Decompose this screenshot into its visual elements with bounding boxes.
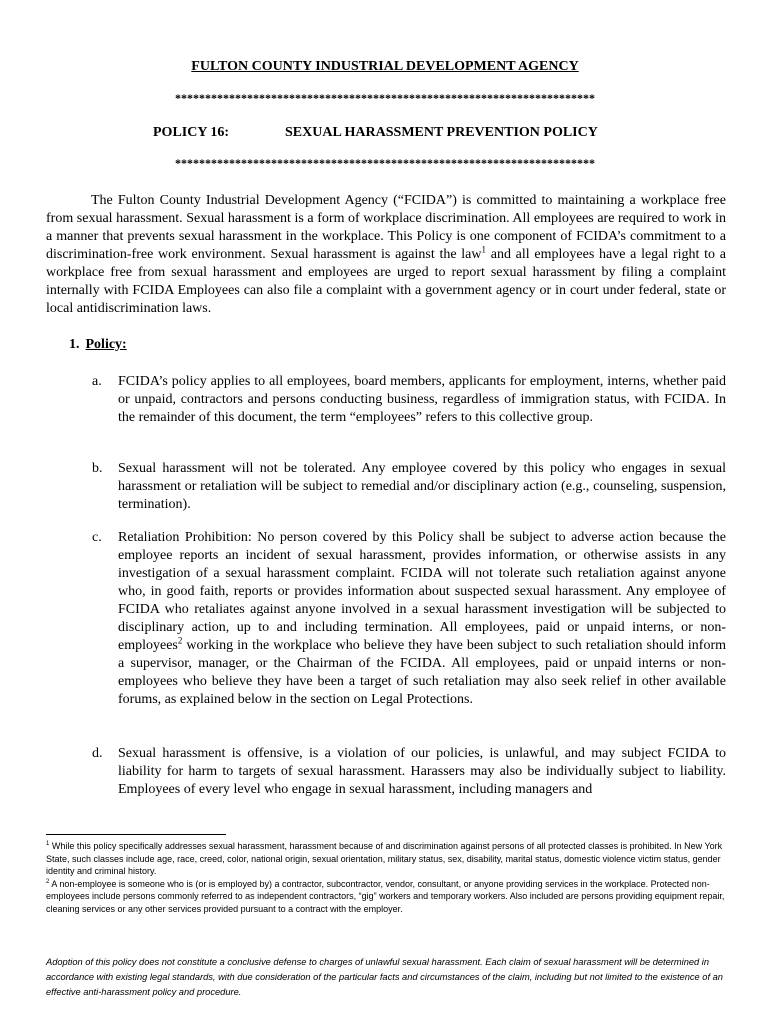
footnote-text: A non-employee is someone who is (or is employed by) a contractor, subcontractor, vendor, consultant, or anyone providing services in the workplace. Protected non-employees include persons commonly referred to as independent contractors, “gig” workers and temporary workers. Also included are persons providing equipment repair, cleaning services or any other services provided pursuant to a contract with the employer.	[46, 878, 725, 914]
policy-item-c	[92, 529, 726, 709]
item-letter: d.	[92, 746, 103, 761]
footnote-1	[46, 840, 726, 878]
item-text-part-1: Retaliation Prohibition: No person covered by this Policy shall be subject to adverse action because the employee reports an incident of sexual harassment, provides information, or otherwise assists in any investigation of a sexual harassment complaint. FCIDA will not tolerate such retaliation against anyone who, in good faith, reports or provides information about suspected sexual harassment. Any employee of FCIDA who retaliates against anyone involved in a sexual harassment investigation will be subjected to disciplinary action, up to and including termination. All employees, paid or unpaid interns, or non-employees	[118, 530, 726, 653]
section-label: Policy:	[85, 337, 127, 352]
policy-item-b	[92, 460, 726, 514]
item-letter: c.	[92, 530, 102, 545]
footnote-2	[46, 878, 726, 916]
footnote-ref-1[interactable]: 1	[481, 244, 487, 255]
separator-top: **********************************************************************	[175, 91, 595, 105]
agency-title: FULTON COUNTY INDUSTRIAL DEVELOPMENT AGENCY	[191, 59, 579, 74]
footnote-marker: 1	[46, 841, 50, 847]
item-text: FCIDA’s policy applies to all employees, board members, applicants for employment, interns, whether paid or unpaid, contractors and persons conducting business, regardless of immigration status, with FCIDA. In the remainder of this document, the term “employees” refers to this collective group.	[118, 374, 726, 425]
policy-item-d	[92, 745, 726, 799]
item-text-part-2: working in the workplace who believe they have been subject to such retaliation should inform a supervisor, manager, or the Chairman of the FCIDA. All employees, paid or unpaid interns or non-employees who believe they have been a target of such retaliation may also seek relief in other available forums, as explained below in the section on Legal Protections.	[118, 638, 726, 707]
item-text: Sexual harassment will not be tolerated. Any employee covered by this policy who engages in sexual harassment or retaliation will be subject to remedial and/or disciplinary action (e.g., counseling, suspension, termination).	[118, 461, 726, 512]
footnotes	[46, 840, 726, 915]
policy-item-a	[92, 373, 726, 427]
footnote-divider	[46, 834, 226, 835]
item-text: Sexual harassment is offensive, is a violation of our policies, is unlawful, and may subject FCIDA to liability for harm to targets of sexual harassment. Harassers may also be individually subject to liability. Employees of every level who engage in sexual harassment, including managers and	[118, 746, 726, 797]
intro-paragraph	[46, 192, 726, 318]
intro-text-2: and all employees have a legal right to a workplace free from sexual harassment and employees are urged to report sexual harassment by filing a complaint internally with FCIDA Employees can also file a complaint with a government agency or in court under federal, state or local antidiscrimination laws.	[46, 247, 726, 316]
section-number: 1.	[69, 337, 80, 352]
policy-number: POLICY 16:	[153, 125, 230, 140]
section-heading	[69, 337, 127, 353]
separator-bottom: **********************************************************************	[175, 156, 595, 170]
disclaimer-note: Adoption of this policy does not constitute a conclusive defense to charges of unlawful sexual harassment. Each claim of sexual harassment will be determined in accordance with existing legal standards, with due consideration of the particular facts and circumstances of the claim, including but not limited to the existence of an effective anti-harassment policy and procedure.	[46, 957, 723, 997]
item-letter: a.	[92, 374, 102, 389]
intro-text-1: The Fulton County Industrial Development Agency (“FCIDA”) is committed to maintaining a workplace free from sexual harassment. Sexual harassment is a form of workplace discrimination. All employees are required to work in a manner that prevents sexual harassment in the workplace. This Policy is one component of FCIDA’s commitment to a discrimination-free work environment. Sexual harassment is against the law	[46, 193, 726, 262]
item-text	[118, 529, 726, 709]
footnote-marker: 2	[46, 878, 50, 885]
item-letter: b.	[92, 461, 103, 476]
footnote-text: While this policy specifically addresses sexual harassment, harassment because of and discrimination against persons of all protected classes is prohibited. In New York State, such classes include age, race, creed, color, national origin, sexual orientation, military status, sex, disability, marital status, domestic violence victim status, gender identity and criminal history.	[46, 841, 723, 876]
policy-name: SEXUAL HARASSMENT PREVENTION POLICY	[285, 125, 598, 140]
footnote-ref-2[interactable]: 2	[177, 635, 183, 646]
